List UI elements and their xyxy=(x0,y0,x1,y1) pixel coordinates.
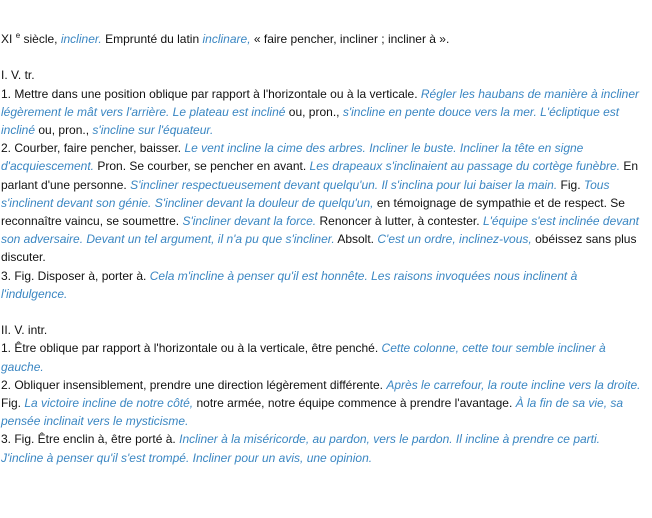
century: XI xyxy=(1,32,13,46)
definition: 1. Être oblique par rapport à l'horizontale ou à la verticale, être penché. xyxy=(1,341,379,356)
definition: 3. Fig. Disposer à, porter à. xyxy=(1,268,147,283)
dictionary-entry xyxy=(0,30,641,467)
sense-tr-1 xyxy=(1,85,641,140)
usage-note: Renoncer à lutter, à contester. xyxy=(319,214,480,229)
modern-form-link[interactable]: incliner. xyxy=(60,32,102,46)
usage-note: Absolt. xyxy=(337,232,375,247)
example: S'incliner devant la force. xyxy=(182,214,317,229)
century-superscript: e xyxy=(15,31,21,40)
usage-note: obéissez sans plus discuter. xyxy=(1,232,637,265)
century-word: siècle, xyxy=(23,32,58,46)
definition: 2. Obliquer insensiblement, prendre une direction légèrement différente. xyxy=(1,377,384,392)
sense-intr-1 xyxy=(1,339,641,375)
usage-note: en témoignage de sympathie et de respect. Se reconnaître vaincu, se soumettre. xyxy=(1,195,625,229)
section-heading-transitive: I. V. tr. xyxy=(1,68,35,83)
etymology-line xyxy=(1,30,641,48)
example: Régler les haubans de manière à incliner légèrement le mât vers l'arrière. Le plateau est incliné xyxy=(1,86,640,119)
sense-tr-2 xyxy=(1,139,641,266)
sense-intr-2 xyxy=(1,376,641,431)
section-heading-intransitive: II. V. intr. xyxy=(1,323,48,338)
example: Après le carrefour, la route incline vers la droite. xyxy=(386,377,641,392)
latin-form-link[interactable]: inclinare, xyxy=(202,32,251,46)
sense-intr-3 xyxy=(1,430,641,466)
example: À la fin de sa vie, sa pensée inclinait vers le mysticisme. xyxy=(1,396,624,429)
example: S'incliner respectueusement devant quelqu'un. Il s'inclina pour lui baiser la main. xyxy=(130,177,558,192)
usage-note: ou, pron., xyxy=(38,123,90,137)
definition: 2. Courber, faire pencher, baisser. xyxy=(1,141,182,156)
example: Le vent incline la cime des arbres. Incliner le buste. Incliner la tête en signe d'acquiescement. xyxy=(1,141,584,174)
usage-note: Pron. Se courber, se pencher en avant. xyxy=(97,159,307,174)
definition: 1. Mettre dans une position oblique par rapport à l'horizontale ou à la verticale. xyxy=(1,86,418,101)
usage-note: Fig. xyxy=(1,396,22,411)
latin-gloss: « faire pencher, incliner ; incliner à ». xyxy=(253,32,450,46)
example: Tous s'inclinent devant son génie. S'incliner devant la douleur de quelqu'un, xyxy=(1,177,610,210)
example: La victoire incline de notre côté, xyxy=(24,396,194,411)
example: Les drapeaux s'inclinaient au passage du cortège funèbre. xyxy=(309,159,621,174)
spacer xyxy=(1,303,641,321)
borrowed-text: Emprunté du latin xyxy=(105,32,200,46)
sense-tr-3 xyxy=(1,267,641,303)
example: L'équipe s'est inclinée devant son adversaire. Devant un tel argument, il n'a pu que s'incliner. xyxy=(1,214,639,247)
usage-note: ou, pron., xyxy=(288,104,340,119)
usage-note: notre armée, notre équipe commence à prendre l'avantage. xyxy=(196,396,513,411)
example: Incliner à la miséricorde, au pardon, vers le pardon. Il incline à prendre ce parti. J'incline à penser qu'il s'est trompé. Incliner pour un avis, une opinion. xyxy=(1,432,600,465)
example: s'incline sur l'équateur. xyxy=(92,123,214,137)
spacer xyxy=(1,48,641,66)
usage-note: Fig. xyxy=(560,177,581,192)
example: s'incline en pente douce vers la mer. L'écliptique est incliné xyxy=(1,104,620,137)
usage-note: En parlant d'une personne. xyxy=(1,159,639,192)
definition: 3. Fig. Être enclin à, être porté à. xyxy=(1,432,176,447)
example: Cette colonne, cette tour semble incliner à gauche. xyxy=(1,341,606,374)
example: C'est un ordre, inclinez-vous, xyxy=(377,232,532,247)
example: Cela m'incline à penser qu'il est honnête. Les raisons invoquées nous inclinent à l'indulgence. xyxy=(1,268,578,301)
